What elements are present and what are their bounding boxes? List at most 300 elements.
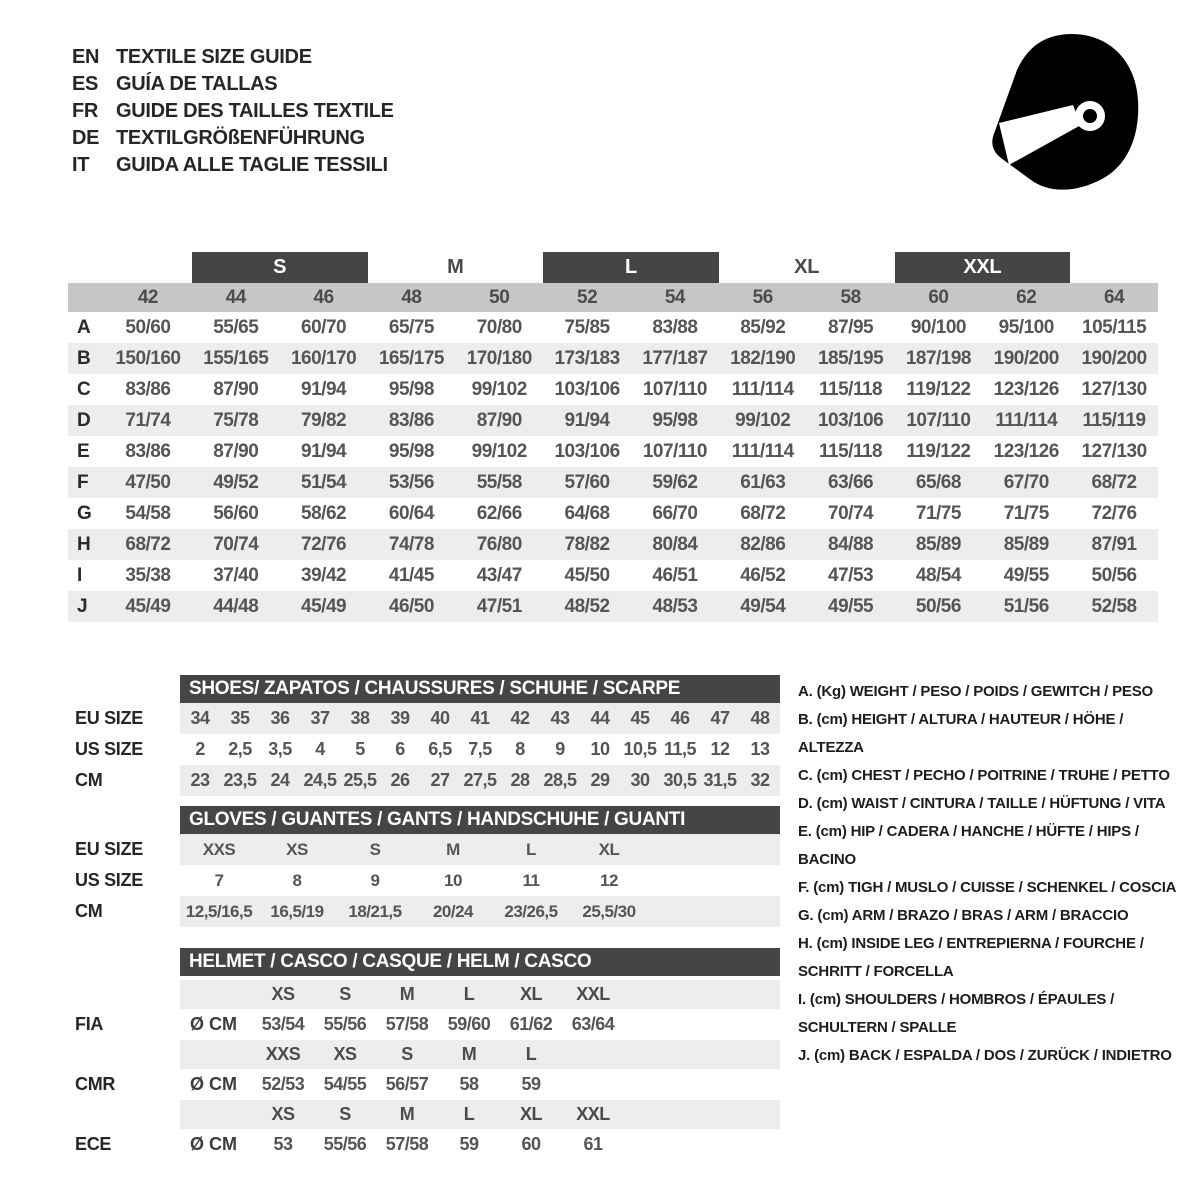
size-value: 95/100 [998, 316, 1054, 338]
legend-item: D. (cm) WAIST / CINTURA / TAILLE / HÜFTUNG / VITA [798, 795, 1166, 812]
cell-value: 57/58 [385, 1014, 429, 1034]
size-value: 61/63 [740, 471, 786, 493]
size-value: 150/160 [115, 347, 181, 369]
size-value: 45/50 [564, 564, 610, 586]
language-row [72, 125, 394, 152]
cell-value: 12 [600, 870, 618, 890]
row-values [180, 1069, 780, 1100]
size-value: 50/56 [1091, 564, 1137, 586]
size-header: S [339, 984, 351, 1004]
size-value: 85/89 [915, 533, 961, 555]
size-value: 70/80 [476, 316, 522, 338]
column-header: 62 [1016, 286, 1037, 308]
size-value: 67/70 [1003, 471, 1049, 493]
size-value: 173/183 [554, 347, 620, 369]
size-value: 74/78 [388, 533, 434, 555]
size-value: 105/115 [1082, 316, 1147, 338]
row-label: CM [75, 770, 103, 790]
size-value: 37/40 [213, 564, 259, 586]
size-value: 72/76 [1091, 502, 1137, 524]
size-value: 59/62 [652, 471, 698, 493]
size-header: XS [271, 984, 295, 1004]
size-value: 123/126 [993, 440, 1059, 462]
column-header: 56 [752, 286, 773, 308]
cell-value: 23 [190, 770, 210, 790]
size-value: 91/94 [301, 440, 347, 462]
row-label [75, 980, 180, 1009]
cell-value: 6,5 [428, 739, 452, 759]
size-header: S [401, 1044, 413, 1064]
size-value: 50/56 [915, 595, 961, 617]
size-header: M [461, 1044, 477, 1064]
size-value: 83/88 [652, 316, 698, 338]
size-value: 66/70 [652, 502, 698, 524]
cell-value: 60 [521, 1134, 541, 1154]
table-row [75, 896, 780, 927]
measure-row-f [68, 467, 1158, 498]
size-value: 83/86 [125, 440, 171, 462]
size-value: 68/72 [125, 533, 171, 555]
size-value: 103/106 [554, 378, 620, 400]
size-value: 99/102 [471, 440, 527, 462]
cell-value: 28 [510, 770, 530, 790]
row-values [180, 1129, 780, 1160]
size-value: 107/110 [642, 440, 707, 462]
size-value: 50/60 [125, 316, 171, 338]
size-value: 155/165 [203, 347, 269, 369]
cell-value: 63/64 [571, 1014, 615, 1034]
size-value: 119/122 [906, 440, 971, 462]
measure-row-g [68, 498, 1158, 529]
size-header: M [399, 1104, 415, 1124]
size-header: XL [519, 1104, 542, 1124]
size-value: 70/74 [213, 533, 259, 555]
cell-value: 2 [195, 739, 205, 759]
size-value: 68/72 [1091, 471, 1137, 493]
helmet-rows [75, 980, 780, 1160]
cell-value: 44 [590, 708, 610, 728]
size-group-xxl: XXL [895, 252, 1071, 283]
size-value: 65/68 [915, 471, 961, 493]
row-label: E [77, 440, 90, 462]
size-value: 49/55 [828, 595, 874, 617]
size-value: 87/91 [1091, 533, 1137, 555]
cell-value: 25,5 [343, 770, 377, 790]
cell-value: 35 [230, 708, 250, 728]
size-value: 115/118 [819, 440, 883, 462]
row-values [180, 1009, 780, 1040]
language-row [72, 98, 394, 125]
cell-value: 11,5 [663, 739, 697, 759]
size-value: 45/49 [125, 595, 171, 617]
cell-value: 10 [590, 739, 610, 759]
size-value: 87/90 [476, 409, 522, 431]
legend-item: C. (cm) CHEST / PECHO / POITRINE / TRUHE / PETTO [798, 767, 1170, 784]
cell-value: 37 [310, 708, 330, 728]
column-header: 44 [225, 286, 246, 308]
column-header: 48 [401, 286, 422, 308]
language-code: DE [72, 127, 100, 149]
size-value: 127/130 [1081, 378, 1147, 400]
cell-value: 41 [470, 708, 490, 728]
cell-value: 39 [390, 708, 410, 728]
row-label [75, 1100, 180, 1129]
measure-row-d [68, 405, 1158, 436]
helmet-table [75, 948, 780, 1160]
size-value: 170/180 [466, 347, 532, 369]
language-row [72, 71, 394, 98]
helmet-value-row [75, 1009, 780, 1040]
measure-row-j [68, 591, 1158, 622]
size-value: 90/100 [910, 316, 966, 338]
helmet-value-row [75, 1129, 780, 1160]
unit-label: Ø CM [190, 1134, 237, 1154]
size-value: 71/75 [915, 502, 961, 524]
size-value: 103/106 [817, 409, 884, 431]
column-header: 54 [664, 286, 685, 308]
language-code: ES [72, 73, 99, 95]
size-value: 60/70 [301, 316, 347, 338]
unit-label: Ø CM [190, 1074, 237, 1094]
unit-label: Ø CM [190, 1014, 237, 1034]
shoes-table [75, 675, 780, 796]
language-row [72, 152, 394, 179]
cell-value: 55/56 [323, 1134, 367, 1154]
cell-value: L [526, 839, 536, 859]
size-header: XXS [265, 1044, 301, 1064]
size-value: 55/65 [213, 316, 259, 338]
cell-value: XL [598, 839, 620, 859]
size-value: 187/198 [905, 347, 971, 369]
language-label: GUÍA DE TALLAS [116, 73, 278, 95]
size-value: 48/53 [652, 595, 698, 617]
size-value: 111/114 [731, 440, 794, 462]
cell-value: 8 [515, 739, 525, 759]
cell-value: XS [286, 839, 308, 859]
cell-value: 59 [521, 1074, 541, 1094]
measure-row-i [68, 560, 1158, 591]
legend-item: G. (cm) ARM / BRAZO / BRAS / ARM / BRACCIO [798, 907, 1129, 924]
size-value: 80/84 [652, 533, 698, 555]
size-value: 60/64 [388, 502, 434, 524]
size-value: 76/80 [476, 533, 522, 555]
row-values [180, 834, 780, 865]
cell-value: 34 [190, 708, 210, 728]
cell-value: 7,5 [468, 739, 492, 759]
cell-value: 9 [370, 870, 380, 890]
cell-value: 23/26,5 [504, 901, 558, 921]
column-header: 64 [1104, 286, 1125, 308]
row-label: US SIZE [75, 870, 143, 890]
size-value: 47/51 [476, 595, 522, 617]
measure-row-a [68, 312, 1158, 343]
column-header: 50 [489, 286, 510, 308]
cell-value: 12 [710, 739, 730, 759]
size-value: 190/200 [993, 347, 1059, 369]
size-value: 79/82 [301, 409, 347, 431]
size-value: 111/114 [995, 409, 1058, 431]
helmet-size-row [75, 980, 780, 1009]
row-label: G [77, 502, 92, 524]
row-label: H [77, 533, 91, 555]
size-value: 68/72 [740, 502, 786, 524]
size-value: 65/75 [388, 316, 434, 338]
size-value: 49/55 [1003, 564, 1049, 586]
row-values [180, 1040, 780, 1069]
legend-item: I. (cm) SHOULDERS / HOMBROS / ÉPAULES / SCHULTERN / SPALLE [798, 991, 1115, 1036]
size-value: 127/130 [1081, 440, 1147, 462]
size-value: 55/58 [476, 471, 522, 493]
helmet-table-title: HELMET / CASCO / CASQUE / HELM / CASCO [180, 948, 780, 976]
language-row [72, 44, 394, 71]
measure-row-h [68, 529, 1158, 560]
size-value: 75/78 [213, 409, 259, 431]
size-header: L [463, 1104, 475, 1124]
cell-value: 53/54 [261, 1014, 305, 1034]
size-value: 190/200 [1081, 347, 1147, 369]
cell-value: 10 [444, 870, 462, 890]
gloves-table [75, 806, 780, 927]
cell-value: 29 [590, 770, 610, 790]
size-value: 95/98 [388, 440, 434, 462]
size-value: 46/51 [652, 564, 698, 586]
cell-value: 38 [350, 708, 370, 728]
main-size-rows [68, 312, 1158, 622]
row-label: US SIZE [75, 739, 143, 759]
size-value: 84/88 [828, 533, 874, 555]
language-list [72, 44, 394, 179]
size-header: M [399, 984, 415, 1004]
size-value: 56/60 [213, 502, 259, 524]
size-value: 70/74 [828, 502, 874, 524]
size-value: 91/94 [301, 378, 347, 400]
cell-value: 3,5 [268, 739, 292, 759]
size-value: 87/90 [213, 378, 259, 400]
cell-value: 43 [550, 708, 570, 728]
cell-value: 48 [750, 708, 770, 728]
legend-item: H. (cm) INSIDE LEG / ENTREPIERNA / FOURCHE / SCHRITT / FORCELLA [798, 935, 1144, 980]
size-value: 71/75 [1003, 502, 1049, 524]
cell-value: 26 [390, 770, 410, 790]
cell-value: 56/57 [385, 1074, 429, 1094]
size-value: 78/82 [564, 533, 610, 555]
size-value: 119/122 [906, 378, 971, 400]
row-label: CM [75, 901, 103, 921]
table-row [75, 834, 780, 865]
cell-value: 31,5 [703, 770, 737, 790]
row-label: J [77, 595, 88, 617]
size-value: 53/56 [388, 471, 434, 493]
size-value: 39/42 [301, 564, 347, 586]
cell-value: 61/62 [509, 1014, 553, 1034]
size-value: 35/38 [125, 564, 171, 586]
cell-value: 36 [270, 708, 290, 728]
cell-value: 16,5/19 [270, 901, 324, 921]
cell-value: 25,5/30 [582, 901, 636, 921]
standard-label: ECE [75, 1134, 112, 1154]
cell-value: 4 [315, 739, 325, 759]
size-group-row [68, 252, 1158, 283]
column-header: 60 [928, 286, 949, 308]
table-row [75, 865, 780, 896]
row-label: I [77, 564, 83, 586]
size-value: 49/52 [213, 471, 259, 493]
cell-value: 30 [630, 770, 650, 790]
legend-item: E. (cm) HIP / CADERA / HANCHE / HÜFTE / HIPS / BACINO [798, 823, 1139, 868]
cell-value: 24 [270, 770, 290, 790]
cell-value: 40 [430, 708, 450, 728]
size-value: 111/114 [731, 378, 794, 400]
size-value: 123/126 [993, 378, 1059, 400]
row-label: EU SIZE [75, 839, 143, 859]
cell-value: 27 [430, 770, 450, 790]
cell-value: 6 [395, 739, 405, 759]
size-header: XS [271, 1104, 295, 1124]
shoes-rows [75, 703, 780, 796]
gloves-table-title: GLOVES / GUANTES / GANTS / HANDSCHUHE / GUANTI [180, 806, 780, 834]
helmet-size-row [75, 1040, 780, 1069]
cell-value: 18/21,5 [348, 901, 402, 921]
cell-value: 24,5 [303, 770, 337, 790]
helmet-size-row [75, 1100, 780, 1129]
row-label [75, 1040, 180, 1069]
size-value: 51/56 [1003, 595, 1049, 617]
cell-value: 13 [750, 739, 770, 759]
helmet-icon [976, 26, 1146, 196]
cell-value: S [369, 839, 381, 859]
size-header: XXL [576, 1104, 610, 1124]
size-group-xl: XL [794, 256, 820, 278]
cell-value: 12,5/16,5 [185, 901, 253, 921]
cell-value: 11 [522, 870, 540, 890]
size-header: L [525, 1044, 537, 1064]
table-row [75, 734, 780, 765]
cell-value: 28,5 [543, 770, 577, 790]
row-values [180, 865, 780, 896]
column-header: 42 [137, 286, 158, 308]
size-group-m: M [447, 256, 464, 278]
size-value: 182/190 [730, 347, 796, 369]
cell-value: 8 [292, 870, 302, 890]
size-value: 49/54 [740, 595, 786, 617]
row-values [180, 765, 780, 796]
language-label: TEXTILGRÖßENFÜHRUNG [116, 127, 365, 149]
size-value: 75/85 [564, 316, 610, 338]
cell-value: 23,5 [223, 770, 257, 790]
size-header: XS [333, 1044, 357, 1064]
size-header: S [339, 1104, 351, 1124]
size-value: 95/98 [388, 378, 434, 400]
size-value: 91/94 [564, 409, 610, 431]
row-values [180, 703, 780, 734]
cell-value: 9 [555, 739, 565, 759]
size-value: 103/106 [554, 440, 620, 462]
cell-value: 52/53 [261, 1074, 305, 1094]
table-row [75, 765, 780, 796]
row-values [180, 1100, 780, 1129]
size-value: 47/53 [828, 564, 874, 586]
cell-value: 55/56 [323, 1014, 367, 1034]
legend-item: J. (cm) BACK / ESPALDA / DOS / ZURÜCK / INDIETRO [798, 1047, 1172, 1064]
size-value: 99/102 [471, 378, 527, 400]
size-value: 54/58 [125, 502, 171, 524]
legend-item: B. (cm) HEIGHT / ALTURA / HAUTEUR / HÖHE / ALTEZZA [798, 711, 1124, 756]
size-value: 115/118 [819, 378, 883, 400]
standard-label: FIA [75, 1014, 104, 1034]
size-value: 58/62 [301, 502, 347, 524]
size-value: 64/68 [564, 502, 610, 524]
column-header: 58 [840, 286, 861, 308]
size-value: 47/50 [125, 471, 171, 493]
cell-value: 61 [583, 1134, 603, 1154]
cell-value: 10,5 [623, 739, 657, 759]
column-header: 46 [313, 286, 334, 308]
size-value: 52/58 [1091, 595, 1137, 617]
size-value: 72/76 [301, 533, 347, 555]
size-value: 87/95 [828, 316, 874, 338]
cell-value: 42 [510, 708, 530, 728]
size-header: L [463, 984, 475, 1004]
size-header: XL [519, 984, 542, 1004]
size-value: 87/90 [213, 440, 259, 462]
size-value: 165/175 [378, 347, 444, 369]
size-value: 83/86 [388, 409, 434, 431]
size-header: XXL [576, 984, 610, 1004]
legend-item: F. (cm) TIGH / MUSLO / CUISSE / SCHENKEL / COSCIA [798, 879, 1177, 896]
cell-value: 7 [214, 870, 224, 890]
size-value: 51/54 [301, 471, 347, 493]
language-label: GUIDE DES TAILLES TEXTILE [116, 100, 394, 122]
row-values [180, 896, 780, 927]
size-value: 57/60 [564, 471, 610, 493]
helmet-value-row [75, 1069, 780, 1100]
size-group-s: S [192, 252, 368, 283]
row-label: B [77, 347, 91, 369]
cell-value: 53 [273, 1134, 293, 1154]
size-value: 82/86 [740, 533, 786, 555]
measurement-legend [798, 678, 1190, 1070]
size-value: 41/45 [388, 564, 434, 586]
cell-value: 27,5 [463, 770, 497, 790]
size-value: 45/49 [301, 595, 347, 617]
table-row [75, 703, 780, 734]
cell-value: M [446, 839, 460, 859]
size-value: 107/110 [642, 378, 707, 400]
cell-value: 5 [355, 739, 365, 759]
size-value: 48/52 [564, 595, 610, 617]
size-value: 185/195 [817, 347, 884, 369]
size-value: 46/50 [388, 595, 434, 617]
language-code: IT [72, 154, 90, 176]
language-label: TEXTILE SIZE GUIDE [116, 46, 312, 68]
row-values [180, 734, 780, 765]
size-number-header [68, 283, 1158, 312]
size-value: 99/102 [735, 409, 791, 431]
cell-value: 30,5 [663, 770, 697, 790]
cell-value: 32 [750, 770, 770, 790]
main-size-table [68, 252, 1158, 622]
size-value: 43/47 [476, 564, 522, 586]
cell-value: 59/60 [447, 1014, 491, 1034]
column-header: 52 [577, 286, 598, 308]
cell-value: 54/55 [323, 1074, 367, 1094]
cell-value: 2,5 [228, 739, 252, 759]
language-label: GUIDA ALLE TAGLIE TESSILI [116, 154, 388, 176]
size-value: 63/66 [828, 471, 874, 493]
cell-value: 59 [459, 1134, 479, 1154]
legend-item: A. (Kg) WEIGHT / PESO / POIDS / GEWITCH / PESO [798, 683, 1153, 700]
size-value: 95/98 [652, 409, 698, 431]
